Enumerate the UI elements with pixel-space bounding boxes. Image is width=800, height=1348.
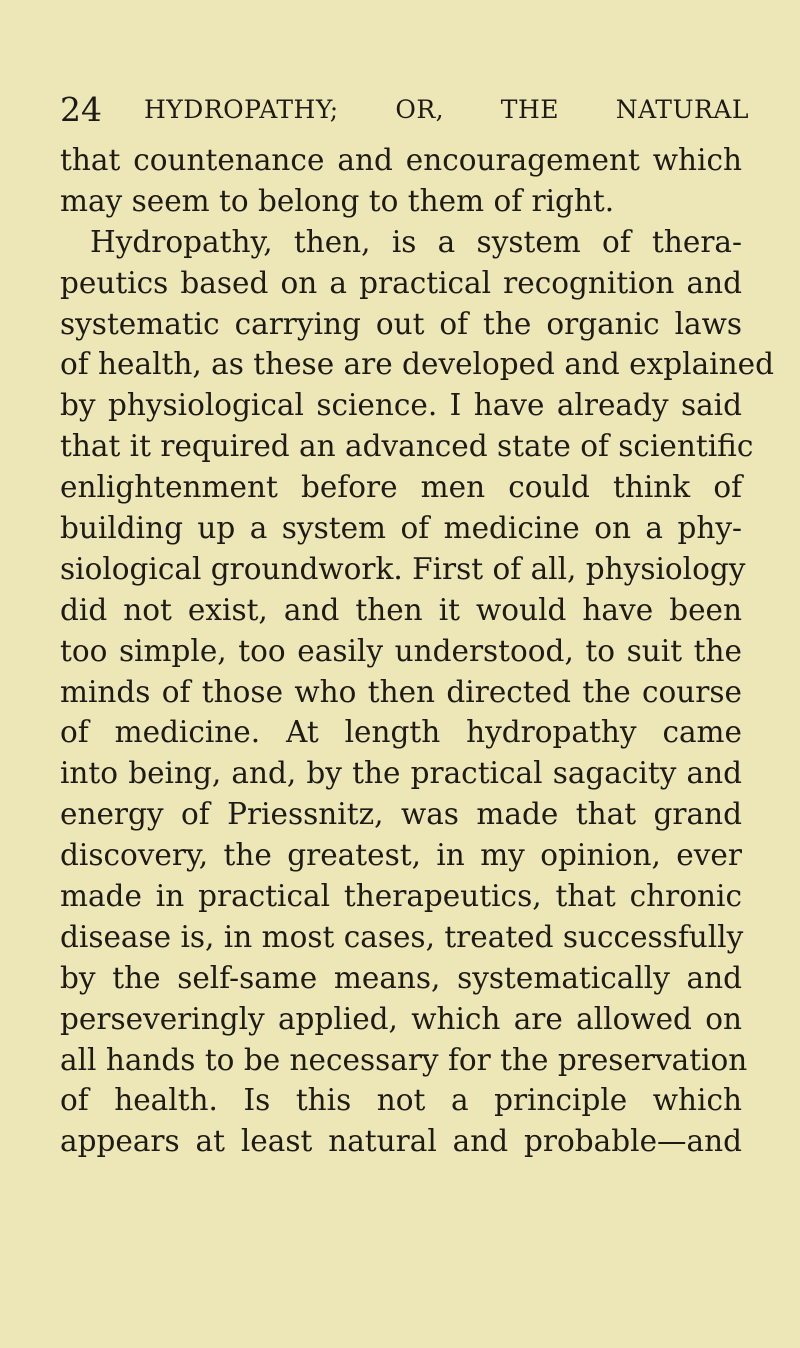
text-line: into being, and, by the practical sagacity and <box>60 756 742 791</box>
text-line: may seem to belong to them of right. <box>60 183 615 218</box>
text-line: of medicine. At length hydropathy came <box>60 715 742 750</box>
text-line: all hands to be necessary for the preservation <box>60 1042 748 1077</box>
text-line: appears at least natural and probable—and <box>60 1124 742 1159</box>
text-line: energy of Priessnitz, was made that grand <box>60 797 742 832</box>
text-line: systematic carrying out of the organic laws <box>60 306 742 341</box>
text-line: discovery, the greatest, in my opinion, ever <box>60 838 742 873</box>
page-header <box>60 88 750 132</box>
text-line: disease is, in most cases, treated successfully <box>60 919 744 954</box>
page-number: 24 <box>60 90 102 129</box>
paragraph-first-line: Hydropathy, then, is a system of thera- <box>90 224 742 259</box>
text-line: too simple, too easily understood, to suit the <box>60 633 742 668</box>
text-line: of health, as these are developed and explained <box>60 347 774 382</box>
running-head: HYDROPATHY; OR, THE NATURAL <box>144 95 749 124</box>
text-line: perseveringly applied, which are allowed on <box>60 1001 742 1036</box>
text-line: that it required an advanced state of scientific <box>60 429 754 464</box>
text-line: minds of those who then directed the course <box>60 674 742 709</box>
text-line: by the self-same means, systematically and <box>60 960 742 995</box>
text-line: building up a system of medicine on a phy- <box>60 511 742 546</box>
body-text <box>60 140 774 1162</box>
text-line: of health. Is this not a principle which <box>60 1083 742 1118</box>
text-line: peutics based on a practical recognition and <box>60 265 742 300</box>
text-line: made in practical therapeutics, that chronic <box>60 879 742 914</box>
text-line: that countenance and encouragement which <box>60 143 742 177</box>
text-line: by physiological science. I have already said <box>60 388 742 423</box>
text-line: siological groundwork. First of all, physiology <box>60 551 746 586</box>
text-line: did not exist, and then it would have been <box>60 592 742 627</box>
text-line: enlightenment before men could think of <box>60 470 742 505</box>
